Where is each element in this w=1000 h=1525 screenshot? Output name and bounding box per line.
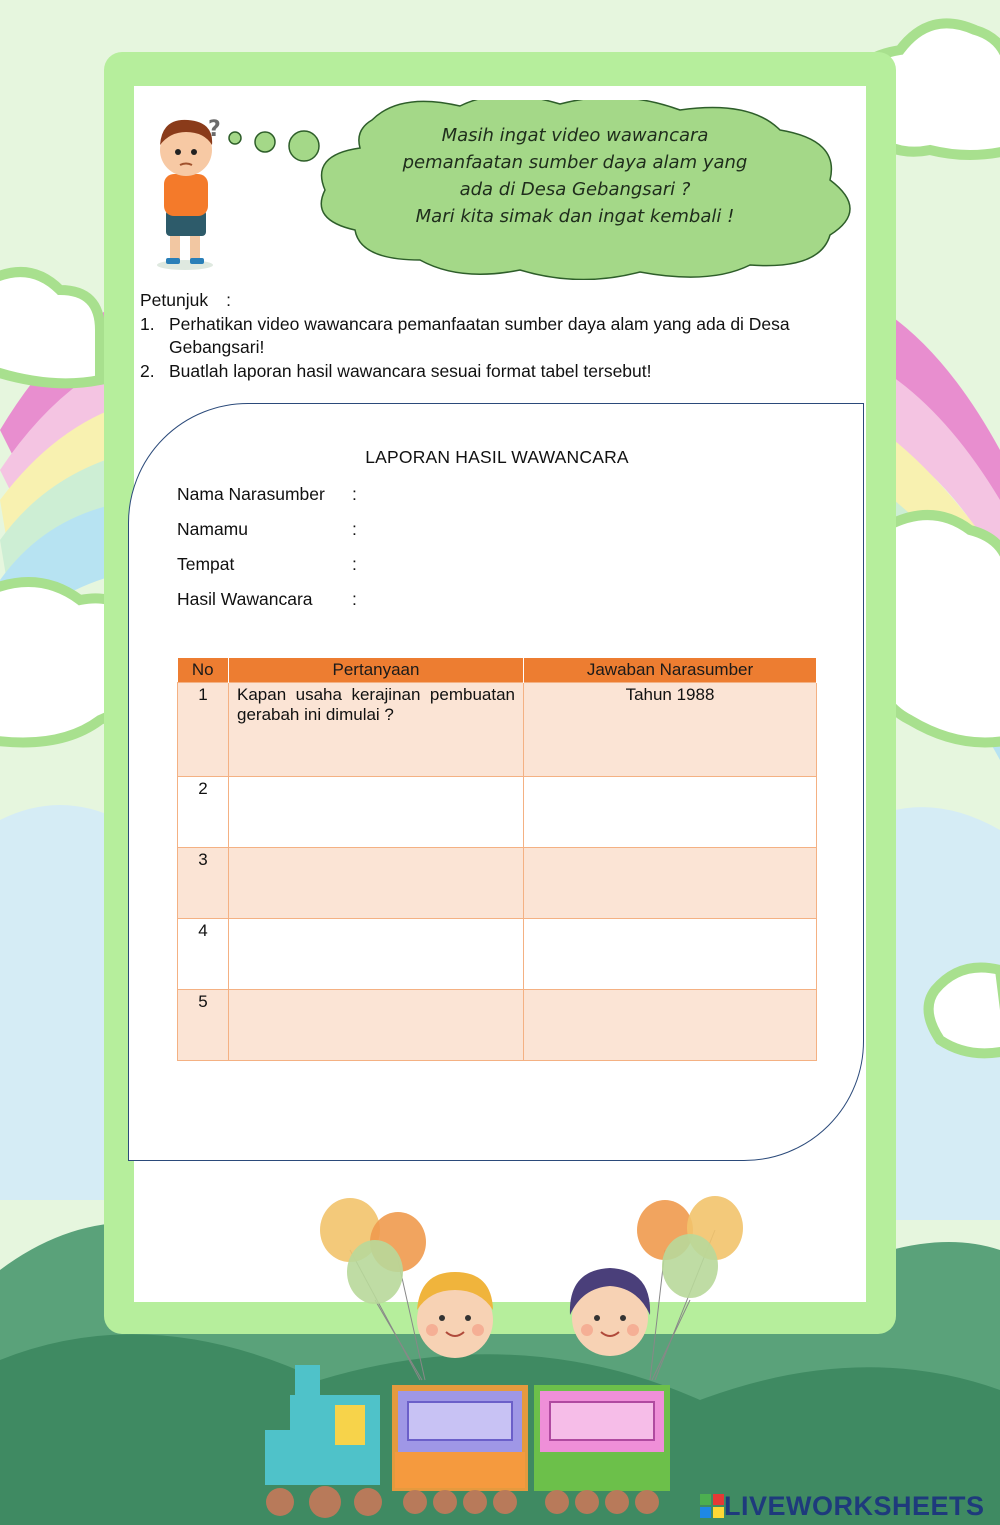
kids-train-illustration (250, 1190, 750, 1525)
report-table (177, 658, 817, 1061)
answer-cell[interactable] (524, 848, 817, 919)
bubble-line-1: Masih ingat video wawancara (441, 125, 709, 146)
thought-bubble-text (390, 122, 760, 230)
bubble-line-4: Mari kita simak dan ingat kembali ! (415, 206, 735, 227)
thought-dot-small (229, 132, 241, 144)
train-icon (265, 1365, 667, 1518)
field-colon: : (352, 589, 357, 609)
instruction-item (140, 313, 860, 360)
thinking-boy-icon (157, 117, 221, 270)
field-colon: : (352, 484, 357, 504)
cloud-right-mid (878, 515, 1000, 743)
field-label: Tempat (177, 554, 235, 574)
cloud-right-lower (929, 968, 1000, 1054)
cloud-left-mid (0, 272, 100, 383)
field-nama-narasumber[interactable] (177, 484, 357, 505)
question-cell[interactable] (229, 919, 524, 990)
instruction-text: Perhatikan video wawancara pemanfaatan sumber daya alam yang ada di Desa Gebangsari! (169, 313, 790, 357)
field-namamu[interactable] (177, 519, 357, 540)
row-number: 5 (178, 990, 229, 1061)
boy-face-icon (417, 1272, 493, 1358)
bubble-line-2: pemanfaatan sumber daya alam yang (402, 152, 748, 173)
row-number: 1 (178, 683, 229, 777)
answer-cell[interactable] (524, 990, 817, 1061)
balloons-right-icon (637, 1196, 743, 1380)
question-cell[interactable] (229, 990, 524, 1061)
report-title: LAPORAN HASIL WAWANCARA (365, 447, 629, 467)
header-no: No (178, 658, 229, 683)
liveworksheets-logo (700, 1490, 995, 1522)
question-cell[interactable]: Kapan usaha kerajinan pembuatan gerabah ini dimulai ? (229, 683, 524, 777)
row-number: 2 (178, 777, 229, 848)
liveworksheets-badge-icon (700, 1494, 724, 1518)
instruction-number: 1. (140, 313, 155, 334)
instructions (140, 289, 860, 383)
field-label: Nama Narasumber (177, 484, 325, 504)
header-pertanyaan: Pertanyaan (229, 658, 524, 683)
answer-cell[interactable] (524, 919, 817, 990)
instruction-text: Buatlah laporan hasil wawancara sesuai format tabel tersebut! (169, 360, 652, 381)
table-header-row (178, 658, 817, 683)
instruction-number: 2. (140, 360, 155, 381)
header-jawaban: Jawaban Narasumber (524, 658, 817, 683)
svg-text:?: ? (208, 117, 221, 142)
field-colon: : (352, 519, 357, 539)
instructions-title-label: Petunjuk (140, 290, 209, 310)
question-cell[interactable] (229, 848, 524, 919)
thought-dot-large (289, 131, 319, 161)
field-tempat[interactable] (177, 554, 357, 575)
table-row (178, 990, 817, 1061)
row-number: 3 (178, 848, 229, 919)
balloons-left-icon (320, 1198, 426, 1380)
answer-cell[interactable] (524, 777, 817, 848)
field-label: Hasil Wawancara (177, 589, 313, 609)
field-colon: : (352, 554, 357, 574)
table-row (178, 777, 817, 848)
instructions-title-colon: : (226, 290, 231, 310)
table-row (178, 848, 817, 919)
question-cell[interactable] (229, 777, 524, 848)
answer-cell[interactable]: Tahun 1988 (524, 683, 817, 777)
row-number: 4 (178, 919, 229, 990)
liveworksheets-logo-text: LIVEWORKSHEETS (724, 1490, 985, 1521)
table-row (178, 683, 817, 777)
girl-face-icon (570, 1268, 650, 1356)
instruction-item (140, 360, 860, 384)
bubble-line-3: ada di Desa Gebangsari ? (459, 179, 691, 200)
field-hasil-wawancara[interactable] (177, 589, 357, 610)
instructions-title (140, 289, 860, 313)
field-label: Namamu (177, 519, 248, 539)
thought-dot-medium (255, 132, 275, 152)
table-row (178, 919, 817, 990)
